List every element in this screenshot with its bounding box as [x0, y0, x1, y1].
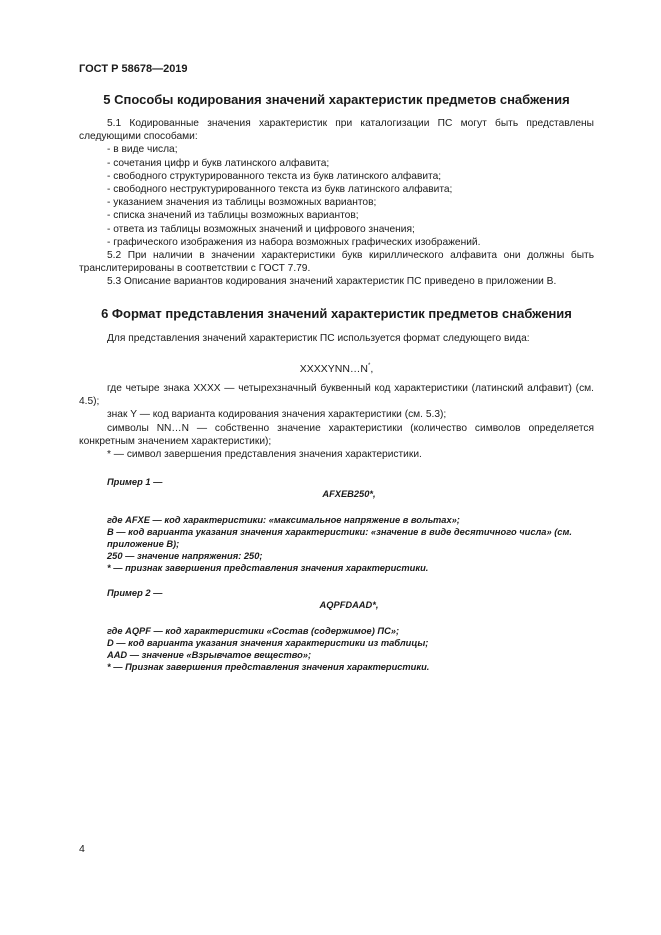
section-5-body	[79, 117, 594, 289]
section-6-title: 6 Формат представления значений характеристик предметов снабжения	[101, 306, 572, 321]
example-2-line: AAD — значение «Взрывчатое вещество»;	[107, 650, 312, 660]
formula-comma: ,	[370, 363, 374, 375]
list-item: - в виде числа;	[107, 144, 178, 156]
example-2-line: * — Признак завершения представления значения характеристики.	[107, 662, 430, 672]
formula-asterisk: *	[368, 363, 371, 369]
format-intro: Для представления значений характеристик ПС используется формат следующего вида:	[107, 333, 530, 344]
example-1-label: Пример 1 —	[107, 477, 163, 487]
example-1-line: где AFXE — код характеристики: «максимальное напряжение в вольтах»;	[107, 515, 460, 525]
example-2-line: где AQPF — код характеристики «Состав (содержимое) ПС»;	[107, 626, 400, 636]
example-1-code: AFXEB250*,	[322, 489, 376, 499]
format-definitions	[79, 382, 594, 461]
example-1-line: * — признак завершения представления значения характеристики.	[107, 563, 429, 573]
document-header: ГОСТ Р 58678—2019	[79, 63, 188, 75]
definition-xxxx: где четыре знака XXXX — четырехзначный буквенный код характеристики (латинский алфавит) (см. 4.5);	[79, 383, 594, 408]
formula-code: XXXXYNN…N	[299, 363, 368, 375]
definition-y: знак Y — код варианта кодирования значения характеристики (см. 5.3);	[107, 409, 447, 421]
paragraph-5-1: 5.1 Кодированные значения характеристик при каталогизации ПС могут быть представлены следующими способами:	[79, 118, 594, 143]
example-1	[79, 476, 619, 574]
paragraph-5-2: 5.2 При наличии в значении характеристики букв кириллического алфавита они должны быть транслитерированы в соответствии с ГОСТ 7.79.	[79, 250, 594, 275]
list-item: - списка значений из таблицы возможных вариантов;	[107, 210, 359, 222]
section-6-body	[79, 332, 594, 345]
definition-nn: символы NN…N — собственно значение характеристики (количество символов определяется конкретным значением характеристики);	[79, 422, 594, 447]
list-item: - ответа из таблицы возможных значений и цифрового значения;	[107, 223, 415, 235]
example-2-code: AQPFDAAD*,	[319, 600, 379, 610]
example-1-line: B — код варианта указания значения характеристики: «значение в виде десятичного числа» (см. приложение В);	[107, 527, 572, 549]
section-5-title: 5 Способы кодирования значений характеристик предметов снабжения	[103, 92, 570, 107]
paragraph-5-3: 5.3 Описание вариантов кодирования значений характеристик ПС приведено в приложении В.	[107, 276, 557, 288]
list-item: - графического изображения из набора возможных графических изображений.	[107, 236, 481, 248]
definition-asterisk: * — символ завершения представления значения характеристики.	[107, 449, 422, 461]
list-item: - свободного структурированного текста из букв латинского алфавита;	[107, 170, 442, 182]
format-formula	[79, 360, 594, 376]
list-item: - указанием значения из таблицы возможных вариантов;	[107, 197, 377, 209]
page-number: 4	[79, 843, 85, 855]
example-2	[79, 587, 619, 673]
example-2-line: D — код варианта указания значения характеристики из таблицы;	[107, 638, 429, 648]
example-1-line: 250 — значение напряжения: 250;	[107, 551, 263, 561]
list-item: - свободного неструктурированного текста из букв латинского алфавита;	[107, 184, 453, 196]
list-item: - сочетания цифр и букв латинского алфавита;	[107, 157, 330, 169]
example-2-label: Пример 2 —	[107, 588, 163, 598]
